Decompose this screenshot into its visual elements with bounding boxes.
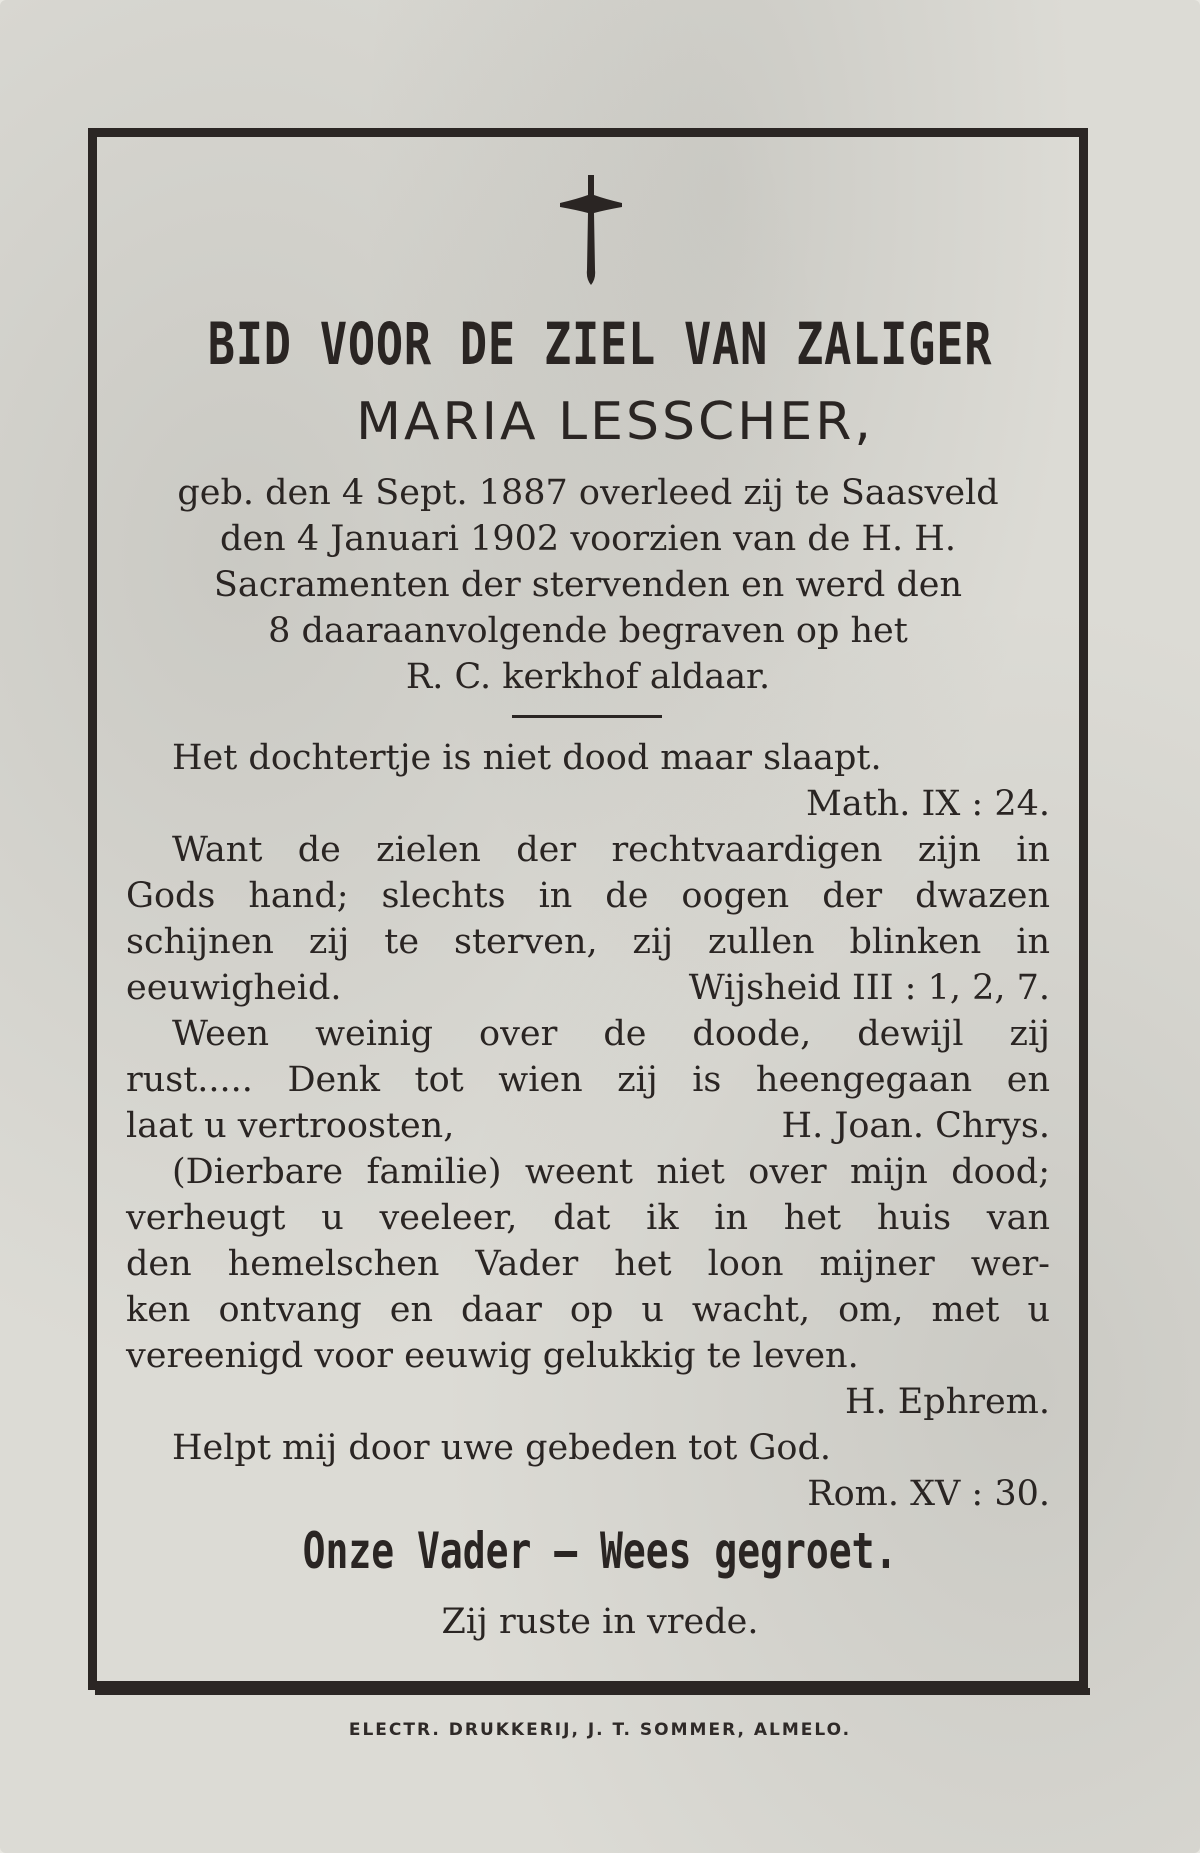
verse4-line: den hemelschen Vader het loon mijner wer- — [126, 1244, 1050, 1284]
verse5-text: Helpt mij door uwe gebeden tot God. — [172, 1428, 832, 1468]
prayer-line: Onze Vader — Wees gegroet. — [302, 1522, 898, 1580]
bio-line: geb. den 4 Sept. 1887 overleed zij te Saasveld — [177, 473, 999, 513]
verse1-text: Het dochtertje is niet dood maar slaapt. — [172, 738, 882, 778]
verse5-ref: Rom. XV : 30. — [807, 1474, 1050, 1514]
verse2-ref: Wijsheid III : 1, 2, 7. — [688, 968, 1050, 1008]
verse4-line: verheugt u veeleer, dat ik in het huis van — [126, 1198, 1050, 1238]
frame-bottom-rule — [95, 1688, 1090, 1695]
verse3-ref: H. Joan. Chrys. — [781, 1106, 1050, 1146]
verse2-line: Want de zielen der rechtvaardigen zijn in — [172, 830, 1050, 870]
verses — [126, 735, 1050, 1517]
verse2-last-row — [126, 965, 1050, 1011]
verse4-line: (Dierbare familie) weent niet over mijn dood; — [172, 1152, 1050, 1192]
verse2-last-text: eeuwigheid. — [126, 968, 342, 1008]
divider-rule — [512, 715, 662, 718]
bio-line: den 4 Januari 1902 voorzien van de H. H. — [220, 519, 956, 559]
verse4-line: ken ontvang en daar op u wacht, om, met u — [126, 1290, 1050, 1330]
cross-icon — [560, 175, 622, 285]
heading: BID VOOR DE ZIEL VAN ZALIGER — [207, 310, 993, 378]
printer-imprint: ELECTR. DRUKKERIJ, J. T. SOMMER, ALMELO. — [348, 1720, 852, 1740]
bio-line: 8 daaraanvolgende begraven op het — [268, 611, 908, 651]
verse1-ref: Math. IX : 24. — [805, 784, 1050, 824]
rest-in-peace: Zij ruste in vrede. — [441, 1602, 759, 1642]
biography — [126, 470, 1050, 700]
verse4-ref: H. Ephrem. — [844, 1382, 1050, 1422]
verse4-last-text: vereenigd voor eeuwig gelukkig te leven. — [126, 1336, 859, 1376]
bio-line: Sacramenten der stervenden en werd den — [213, 565, 963, 605]
verse2-line: schijnen zij te sterven, zij zullen blinken in — [126, 922, 1050, 962]
verse3-last-row — [126, 1103, 1050, 1149]
verse3-last-text: laat u vertroosten, — [126, 1106, 455, 1146]
deceased-name: MARIA LESSCHER, — [356, 392, 874, 452]
verse2-line: Gods hand; slechts in de oogen der dwazen — [126, 876, 1050, 916]
verse3-line: Ween weinig over de doode, dewijl zij — [172, 1014, 1050, 1054]
bio-line: R. C. kerkhof aldaar. — [405, 657, 771, 697]
verse3-line: rust..... Denk tot wien zij is heengegaan en — [126, 1060, 1050, 1100]
